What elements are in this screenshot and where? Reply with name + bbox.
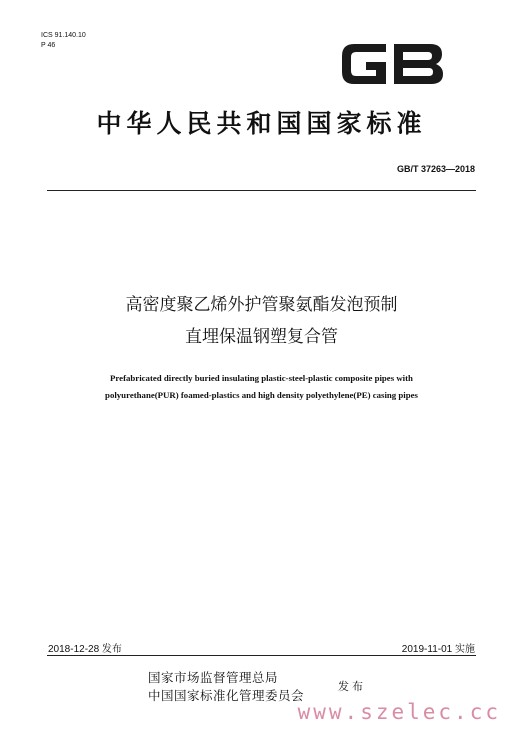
- gb-logo: [336, 38, 448, 90]
- issuer-samr: 国家市场监督管理总局: [148, 670, 279, 685]
- title-cn-line2: 直埋保温钢塑复合管: [185, 327, 338, 347]
- ccs-code: P 46: [41, 42, 56, 49]
- issue-word: 发布: [338, 680, 366, 693]
- watermark: www.szelec.cc: [297, 700, 501, 724]
- issuer-sac: 中国国家标准化管理委员会: [148, 688, 305, 703]
- divider-bottom: [47, 655, 476, 656]
- title-en-line2: polyurethane(PUR) foamed-plastics and high density polyethylene(PE) casing pipes: [105, 390, 418, 400]
- title-cn-line1: 高密度聚乙烯外护管聚氨酯发泡预制: [125, 295, 398, 315]
- divider-top: [47, 190, 476, 191]
- implement-date: 2019-11-01 实施: [401, 644, 475, 655]
- national-standard-title: 中华人民共和国国家标准: [96, 109, 427, 138]
- ics-code: ICS 91.140.10: [41, 32, 86, 39]
- standard-number: GB/T 37263—2018: [396, 164, 475, 174]
- publish-date: 2018-12-28 发布: [48, 644, 122, 655]
- title-en-line1: Prefabricated directly buried insulating plastic-steel-plastic composite pipes with: [110, 373, 413, 383]
